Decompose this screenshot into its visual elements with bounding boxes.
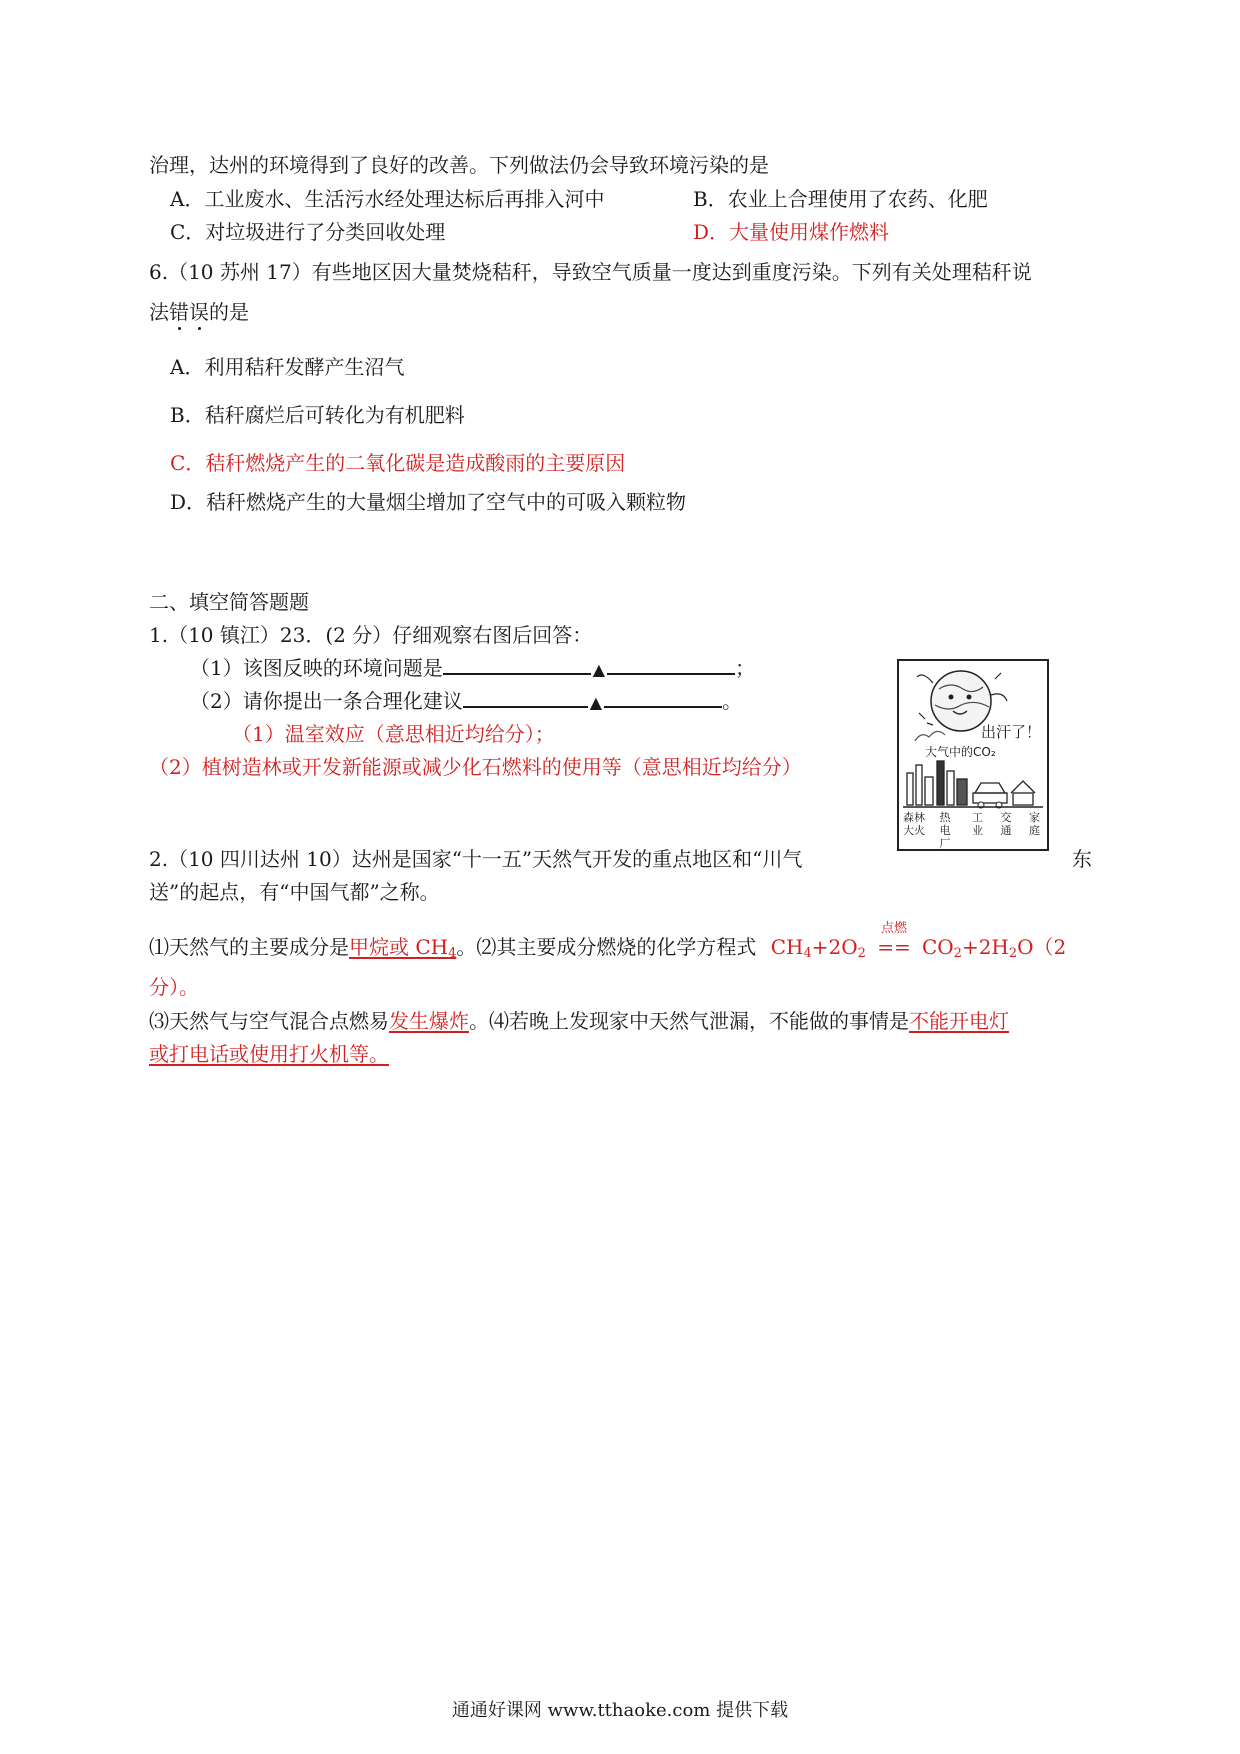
fill1-answer-1: （1）温室效应（意思相近均给分）； xyxy=(232,722,555,746)
fill1-sub2 xyxy=(190,688,742,716)
answer-text: 甲烷或 CH xyxy=(349,935,449,959)
punctuation: ； xyxy=(735,656,756,680)
q5-option-c: C．对垃圾进行了分类回收处理 xyxy=(170,220,446,244)
q6-option-c-answer: C．秸秆燃烧产生的二氧化碳是造成酸雨的主要原因 xyxy=(170,451,626,475)
eq-term: O（2 xyxy=(1017,935,1067,959)
q6-option-a: A．利用秸秆发酵产生沼气 xyxy=(170,355,405,379)
eq-condition: 点燃 xyxy=(880,921,907,936)
cartoon-speech: 出汗了！ xyxy=(981,723,1042,741)
cartoon-label: 工业 xyxy=(972,811,983,837)
fill1-answer-2: （2）植树造林或开发新能源或减少化石燃料的使用等（意思相近均给分） xyxy=(149,755,802,779)
fill2-answer-methane xyxy=(349,935,456,959)
eq-equals: == xyxy=(877,935,911,959)
fill2-part3 xyxy=(149,1008,1009,1034)
emphasis-char: 错 xyxy=(169,300,189,324)
cartoon-co2-label: 大气中的CO₂ xyxy=(925,745,996,759)
cartoon-label: 交通 xyxy=(1000,811,1012,837)
eq-term: CO xyxy=(921,935,954,959)
fill1-sub1 xyxy=(190,655,755,683)
fill2-equation-end: 分）。 xyxy=(149,975,199,999)
q5-option-d-answer: D．大量使用煤作燃料 xyxy=(693,220,890,244)
cartoon-label: 森林大火 xyxy=(903,811,925,837)
answer-blank xyxy=(463,688,588,708)
answer-blank xyxy=(443,655,591,675)
eq-term: +2O xyxy=(811,935,858,959)
section-title: 二、填空简答题题 xyxy=(149,590,309,614)
punctuation: 。 xyxy=(722,689,743,713)
cartoon-label: 热电厂 xyxy=(939,811,951,850)
fill2-answer-safety: 不能开电灯 xyxy=(909,1009,1009,1033)
emphasis-char: 误 xyxy=(189,300,209,324)
subscript: 2 xyxy=(953,946,962,961)
fill2-part4-text: 。⑷若晚上发现家中天然气泄漏，不能做的事情是 xyxy=(469,1009,909,1033)
chemical-equation xyxy=(770,921,1067,961)
subscript: 2 xyxy=(1008,946,1018,961)
cartoon-source-labels xyxy=(903,811,1043,850)
q6-stem-text: 法 xyxy=(149,300,169,324)
fill2-stem-line2: 送”的起点，有“中国气都”之称。 xyxy=(149,880,440,904)
page-footer: 通通好课网 www.tthaoke.com 提供下载 xyxy=(451,1700,789,1721)
fill2-part1 xyxy=(149,921,1067,961)
fill2-stem-line1-end: 东 xyxy=(1072,847,1092,871)
eq-term: CH xyxy=(770,935,804,959)
q6-option-d: D．秸秆燃烧产生的大量烟尘增加了空气中的可吸入颗粒物 xyxy=(170,490,687,514)
subscript: 4 xyxy=(448,946,457,961)
fill2-part1-text: ⑴天然气的主要成分是 xyxy=(149,935,349,959)
q5-stem: 治理，达州的环境得到了良好的改善。下列做法仍会导致环境污染的是 xyxy=(149,153,769,177)
q6-stem-text: 的是 xyxy=(209,300,249,324)
greenhouse-cartoon-image xyxy=(897,659,1049,851)
fill1-sub2-label: （2）请你提出一条合理化建议 xyxy=(190,689,463,713)
subscript: 4 xyxy=(803,946,812,961)
fill1-sub1-label: （1）该图反映的环境问题是 xyxy=(190,656,443,680)
fill2-answer-explosion: 发生爆炸 xyxy=(389,1009,469,1033)
fill2-part3-text: ⑶天然气与空气混合点燃易 xyxy=(149,1009,389,1033)
triangle-marker: ▲ xyxy=(592,660,606,679)
answer-blank xyxy=(607,655,735,675)
answer-blank xyxy=(604,688,722,708)
q6-stem-line2 xyxy=(149,299,249,325)
eq-sign xyxy=(866,921,922,960)
q5-option-a: A．工业废水、生活污水经处理达标后再排入河中 xyxy=(170,187,605,211)
q6-stem-line1: 6.（10 苏州 17）有些地区因大量焚烧秸秆，导致空气质量一度达到重度污染。下列有关处理秸秆说 xyxy=(149,260,1032,284)
q6-option-b: B．秸秆腐烂后可转化为有机肥料 xyxy=(170,403,465,427)
subscript: 2 xyxy=(857,946,866,961)
eq-term: +2H xyxy=(961,935,1009,959)
q5-option-b: B．农业上合理使用了农药、化肥 xyxy=(693,187,988,211)
cartoon-label: 家庭 xyxy=(1029,811,1040,837)
fill2-answer-safety-cont: 或打电话或使用打火机等。 xyxy=(149,1042,389,1066)
triangle-marker: ▲ xyxy=(589,693,603,712)
fill2-stem-line1: 2.（10 四川达州 10）达州是国家“十一五”天然气开发的重点地区和“川气 xyxy=(149,847,803,871)
fill1-stem: 1.（10 镇江）23．(2 分）仔细观察右图后回答： xyxy=(149,623,593,647)
fill2-part2-text: 。⑵其主要成分燃烧的化学方程式 xyxy=(456,935,757,959)
